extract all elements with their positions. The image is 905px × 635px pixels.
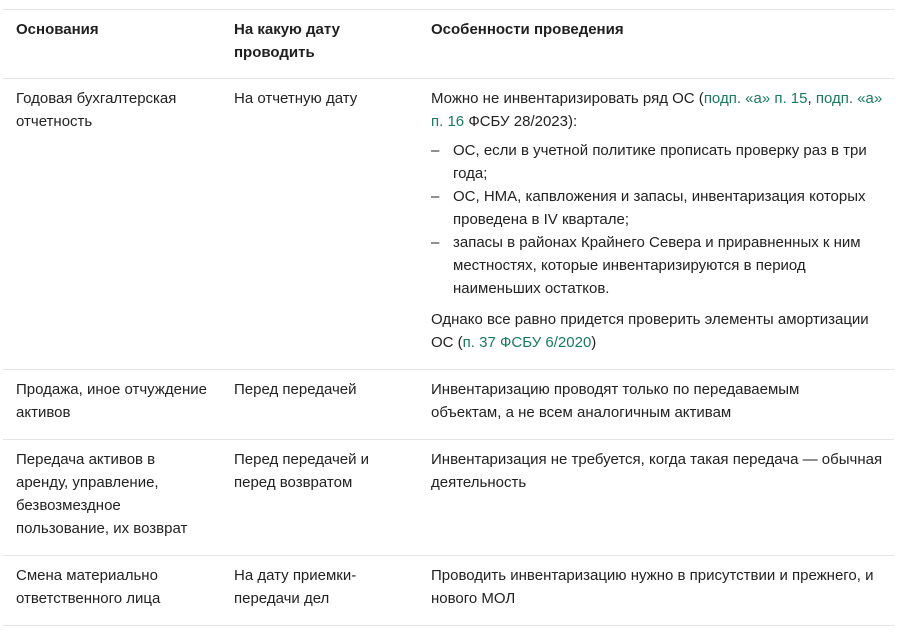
date-cell: На дату приемки-передачи дел — [221, 556, 416, 626]
basis-cell: Годовая бухгалтерская отчетность — [3, 79, 221, 370]
list-item: – запасы в районах Крайнего Севера и приравненных к ним местностях, которые инвентаризируются в период наименьших остатков. — [431, 231, 884, 300]
list-item: – ОС, НМА, капвложения и запасы, инвентаризация которых проведена в IV квартале; — [431, 185, 884, 231]
basis-cell: Смена материально ответственного лица — [3, 556, 221, 626]
dash-bullet: – — [431, 234, 440, 251]
table-row — [3, 440, 894, 556]
header-date: На какую дату проводить — [221, 10, 416, 79]
fsbu-28-p15-link[interactable]: подп. «а» п. 15 — [703, 90, 808, 107]
list-item: – ОС, если в учетной политике прописать проверку раз в три года; — [431, 139, 884, 185]
dash-bullet: – — [431, 142, 440, 159]
inventory-table — [3, 9, 894, 626]
header-row — [3, 10, 894, 79]
exceptions-list — [431, 139, 884, 300]
basis-cell: Продажа, иное отчуждение активов — [3, 370, 221, 440]
features-cell — [416, 79, 894, 370]
dash-bullet: – — [431, 188, 440, 205]
features-note: Однако все равно придется проверить элементы амортизации ОС (п. 37 ФСБУ 6/2020) — [431, 311, 869, 351]
fsbu-6-p37-link[interactable]: п. 37 ФСБУ 6/2020 — [462, 334, 592, 351]
header-features: Особенности проведения — [416, 10, 894, 79]
date-cell: Перед передачей — [221, 370, 416, 440]
basis-cell: Передача активов в аренду, управление, безвозмездное пользование, их возврат — [3, 440, 221, 556]
features-cell: Инвентаризацию проводят только по передаваемым объектам, а не всем аналогичным активам — [416, 370, 894, 440]
table-row — [3, 79, 894, 370]
table-row — [3, 556, 894, 626]
header-basis: Основания — [3, 10, 221, 79]
table-row — [3, 370, 894, 440]
features-cell: Проводить инвентаризацию нужно в присутствии и прежнего, и нового МОЛ — [416, 556, 894, 626]
features-cell: Инвентаризация не требуется, когда такая передача — обычная деятельность — [416, 440, 894, 556]
date-cell: На отчетную дату — [221, 79, 416, 370]
features-intro: Можно не инвентаризировать ряд ОС (подп. «а» п. 15, подп. «а» п. 16 ФСБУ 28/2023): — [431, 90, 883, 130]
fsbu-28-p16-link[interactable]: подп. «а» п. 16 — [431, 90, 883, 130]
date-cell: Перед передачей и перед возвратом — [221, 440, 416, 556]
